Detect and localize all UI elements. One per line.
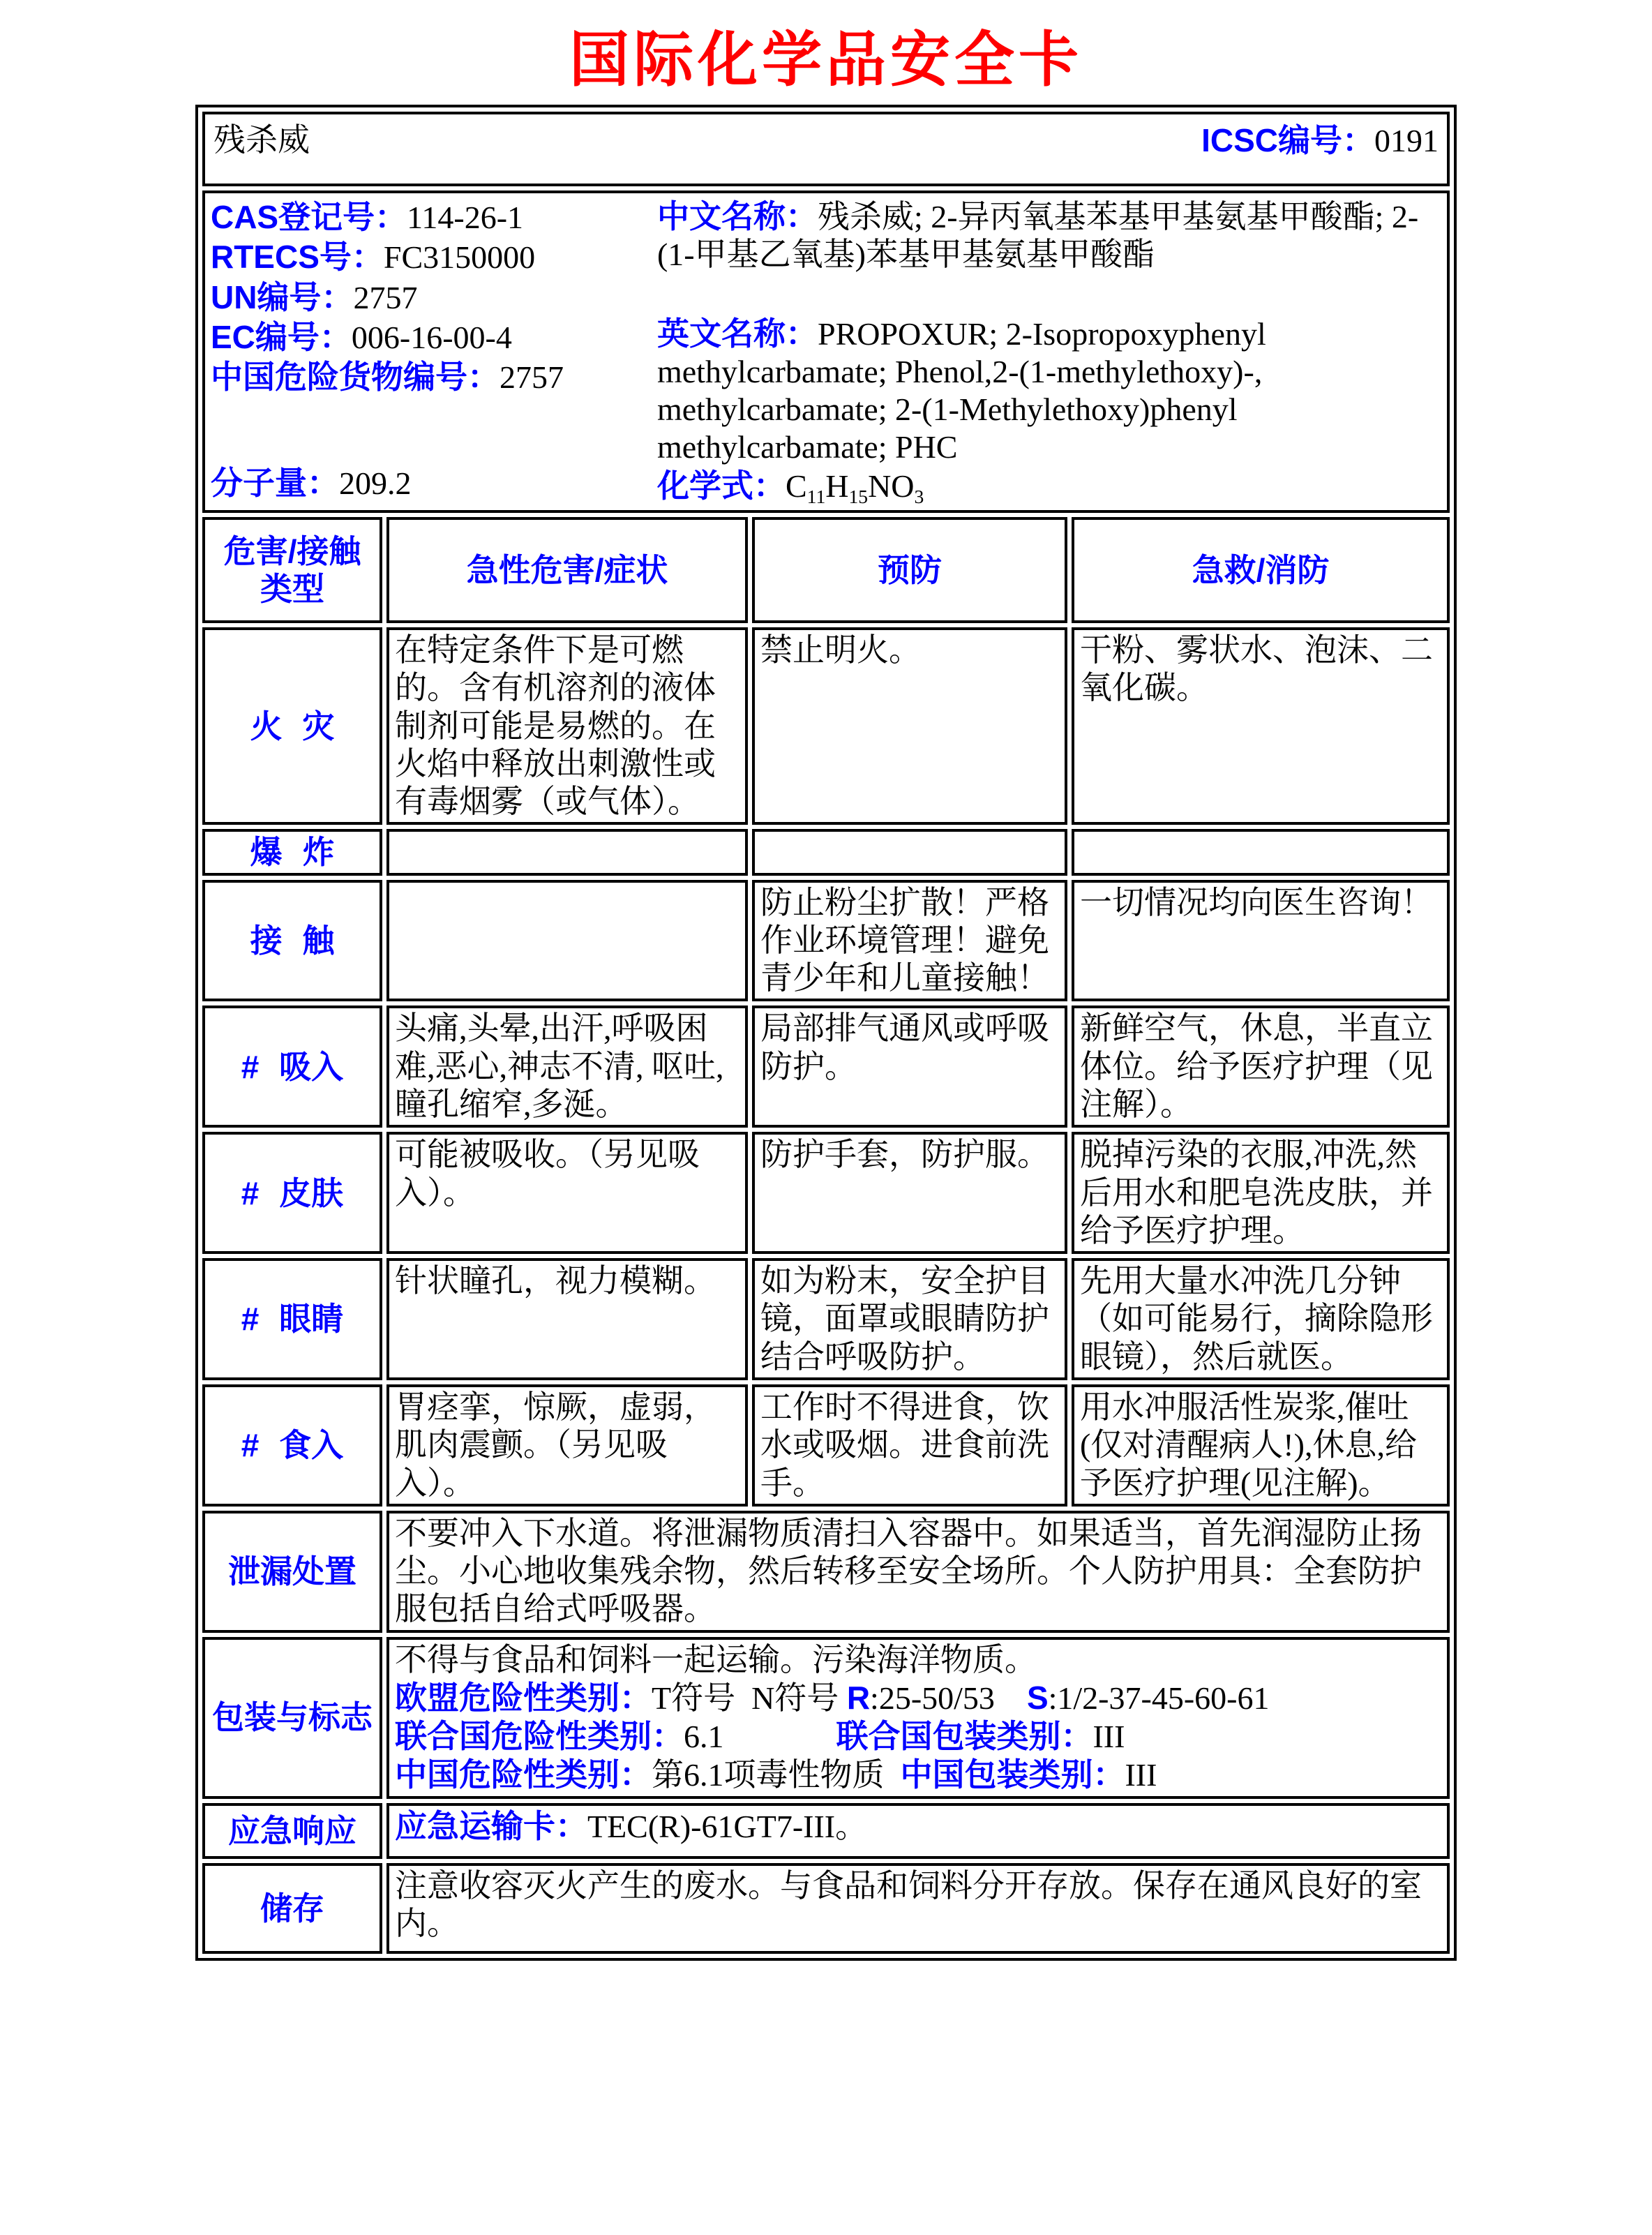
field-value: T符号 N符号 [651,1680,847,1716]
wide-row-label: 泄漏处置 [202,1511,382,1633]
hazard-response-cell [1072,829,1450,875]
hazard-row-2 [202,880,1450,1002]
hazard-symptoms-cell: 胃痉挛，惊厥，虚弱，肌肉震颤。（另见吸入）。 [386,1384,748,1507]
identifier-value: 2757 [499,359,564,396]
hazard-column-header-2: 预防 [752,517,1067,623]
formula-subscript: 15 [848,485,869,507]
wide-row-0 [202,1511,1450,1633]
wide-row-label: 储存 [202,1863,382,1954]
icsc-number-group [1201,121,1439,160]
field-label: 欧盟危险性类别： [394,1679,652,1716]
hazard-symptoms-cell: 针状瞳孔，视力模糊。 [386,1258,748,1380]
hazard-prevention-cell: 工作时不得进食，饮水或吸烟。进食前洗手。 [752,1384,1067,1507]
field-value: III [1092,1719,1125,1755]
identifier-label: 中国危险货物编号： [210,359,500,396]
page-title: 国际化学品安全卡 [569,27,1083,94]
identifier-value: 209.2 [338,465,412,501]
identifier-line-5 [211,464,657,502]
formula-label: 化学式： [656,467,786,504]
wide-row-1 [202,1637,1450,1799]
hazard-symptoms-cell [386,880,748,1002]
hazard-response-cell: 用水冲服活性炭浆,催吐(仅对清醒病人!),休息,给予医疗护理(见注解)。 [1072,1384,1450,1507]
field-value: :1/2-37-45-60-61 [1048,1680,1270,1716]
icsc-document-page [0,11,1652,2235]
wide-row-content [386,1803,1450,1859]
english-name-label: 英文名称： [656,315,818,352]
formula-segment: NO [868,468,915,504]
field-label: R [846,1679,871,1716]
field-label: 应急运输卡： [394,1807,587,1844]
field-value: 注意收容灭火产生的废水。与食品和饲料分开存放。保存在通风良好的室内。 [394,1867,1422,1941]
wide-row-line-1 [395,1679,1441,1717]
hazard-response-cell: 干粉、雾状水、泡沫、二氧化碳。 [1072,627,1450,825]
hazard-type-cell: # 吸入 [202,1006,382,1128]
hazard-prevention-cell: 防止粉尘扩散！严格作业环境管理！避免青少年和儿童接触！ [752,880,1067,1002]
formula-segment: C [785,468,807,504]
hazard-response-cell: 脱掉污染的衣服,冲洗,然后用水和肥皂洗皮肤，并给予医疗护理。 [1072,1132,1450,1254]
chemical-names-block [657,197,1441,505]
field-label: 联合国包装类别： [836,1718,1093,1755]
identifier-line-1 [211,238,657,276]
hazard-row-4 [202,1132,1450,1254]
field-value: III [1125,1757,1157,1793]
identifiers-block [211,197,657,505]
wide-row-content [386,1511,1450,1633]
hazard-type-cell: # 食入 [202,1384,382,1507]
wide-row-line-0 [395,1867,1441,1943]
hazard-prevention-cell: 防护手套，防护服。 [752,1132,1067,1254]
field-value: 不得与食品和饲料一起运输。污染海洋物质。 [394,1641,1037,1677]
chinese-name-line [657,197,1441,274]
hazard-type-cell: 爆 炸 [202,829,382,875]
icsc-number-value: 0191 [1374,123,1439,158]
hazard-type-cell: 火 灾 [202,627,382,825]
formula-segment: H [825,468,849,504]
hazard-symptoms-cell: 头痛,头晕,出汗,呼吸困难,恶心,神志不清, 呕吐,瞳孔缩窄,多涎。 [386,1006,748,1128]
identity-cell [202,190,1450,513]
identifier-label: RTECS号： [210,239,384,276]
hazard-prevention-cell [752,829,1067,875]
hazard-row-0 [202,627,1450,825]
wide-row-line-0 [395,1641,1441,1679]
field-label: 联合国危险性类别： [394,1718,684,1755]
field-label: S [1026,1679,1049,1716]
hazard-row-6 [202,1384,1450,1507]
hazard-column-header-0: 危害/接触类型 [202,517,382,623]
identifier-value: 114-26-1 [407,200,524,235]
hazard-prevention-cell: 局部排气通风或呼吸防护。 [752,1006,1067,1128]
identifier-label: 分子量： [210,464,339,501]
wide-row-line-0 [395,1807,1441,1846]
wide-row-label: 应急响应 [202,1803,382,1859]
field-label: 中国包装类别： [900,1756,1125,1793]
identifier-value: 006-16-00-4 [351,319,512,355]
identity-row [202,190,1450,513]
chemical-formula [785,468,924,507]
hazard-response-cell: 新鲜空气，休息，半直立体位。给予医疗护理（见注解）。 [1072,1006,1450,1128]
card-header-cell [202,112,1450,186]
hazard-row-1 [202,829,1450,875]
formula-line [657,467,1441,505]
identifier-label: EC编号： [210,318,352,355]
wide-row-2 [202,1803,1450,1859]
wide-row-line-0 [395,1515,1441,1629]
identifier-value: 2757 [353,279,418,315]
identifier-value: FC3150000 [383,239,536,276]
field-value: 不要冲入下水道。将泄漏物质清扫入容器中。如果适当，首先润湿防止扬尘。小心地收集残余物，然后转移至安全场所。个人防护用具：全套防护服包括自给式呼吸器。 [394,1515,1422,1627]
identifier-line-2 [211,278,657,317]
card-header-row [202,112,1450,186]
identifier-label: CAS登记号： [210,199,407,235]
wide-row-content [386,1637,1450,1799]
chinese-name-label: 中文名称： [656,198,818,234]
identifier-line-0 [211,198,657,237]
hazard-type-cell: 接 触 [202,880,382,1002]
english-name-line [657,315,1441,467]
field-value: TEC(R)-61GT7-III。 [587,1808,868,1844]
hazard-prevention-cell: 禁止明火。 [752,627,1067,825]
field-value: 6.1 [683,1719,836,1755]
hazard-symptoms-cell [386,829,748,875]
hazard-type-cell: # 皮肤 [202,1132,382,1254]
wide-row-content [386,1863,1450,1954]
hazard-table-header-row [202,517,1450,623]
wide-row-3 [202,1863,1450,1954]
identifier-line-4 [211,358,657,396]
identifier-label: UN编号： [210,278,354,315]
wide-row-line-3 [395,1756,1441,1794]
substance-name: 残杀威 [213,122,310,158]
hazard-type-cell: # 眼睛 [202,1258,382,1380]
identifier-line-3 [211,318,657,357]
hazard-response-cell: 一切情况均向医生咨询！ [1072,880,1450,1002]
hazard-column-header-1: 急性危害/症状 [386,517,748,623]
hazard-symptoms-cell: 可能被吸收。（另见吸入）。 [386,1132,748,1254]
hazard-row-3 [202,1006,1450,1128]
formula-subscript: 3 [914,485,924,507]
hazard-response-cell: 先用大量水冲洗几分钟（如可能易行，摘除隐形眼镜），然后就医。 [1072,1258,1450,1380]
formula-subscript: 11 [806,485,826,507]
english-name-value: PROPOXUR; 2-Isopropoxyphenyl methylcarbamate; Phenol,2-(1-methylethoxy)-, methylcarbamate; 2-(1-Methylethoxy)phenyl methylcarbamate; PHC [656,315,1266,465]
icsc-number-label: ICSC编号： [1201,122,1375,158]
icsc-card-table [195,105,1457,1961]
field-value: 第6.1项毒性物质 [651,1757,901,1793]
hazard-column-header-3: 急救/消防 [1072,517,1450,623]
hazard-prevention-cell: 如为粉末，安全护目镜，面罩或眼睛防护结合呼吸防护。 [752,1258,1067,1380]
chinese-name-value: 残杀威; 2-异丙氧基苯基甲基氨基甲酸酯; 2-(1-甲基乙氧基)苯基甲基氨基甲酸酯 [656,199,1419,273]
wide-row-label: 包装与标志 [202,1637,382,1799]
field-value: :25-50/53 [870,1680,1027,1716]
field-label: 中国危险性类别： [394,1756,652,1793]
hazard-row-5 [202,1258,1450,1380]
hazard-symptoms-cell: 在特定条件下是可燃的。含有机溶剂的液体制剂可能是易燃的。在火焰中释放出刺激性或有毒烟雾（或气体）。 [386,627,748,825]
wide-row-line-2 [395,1717,1441,1756]
